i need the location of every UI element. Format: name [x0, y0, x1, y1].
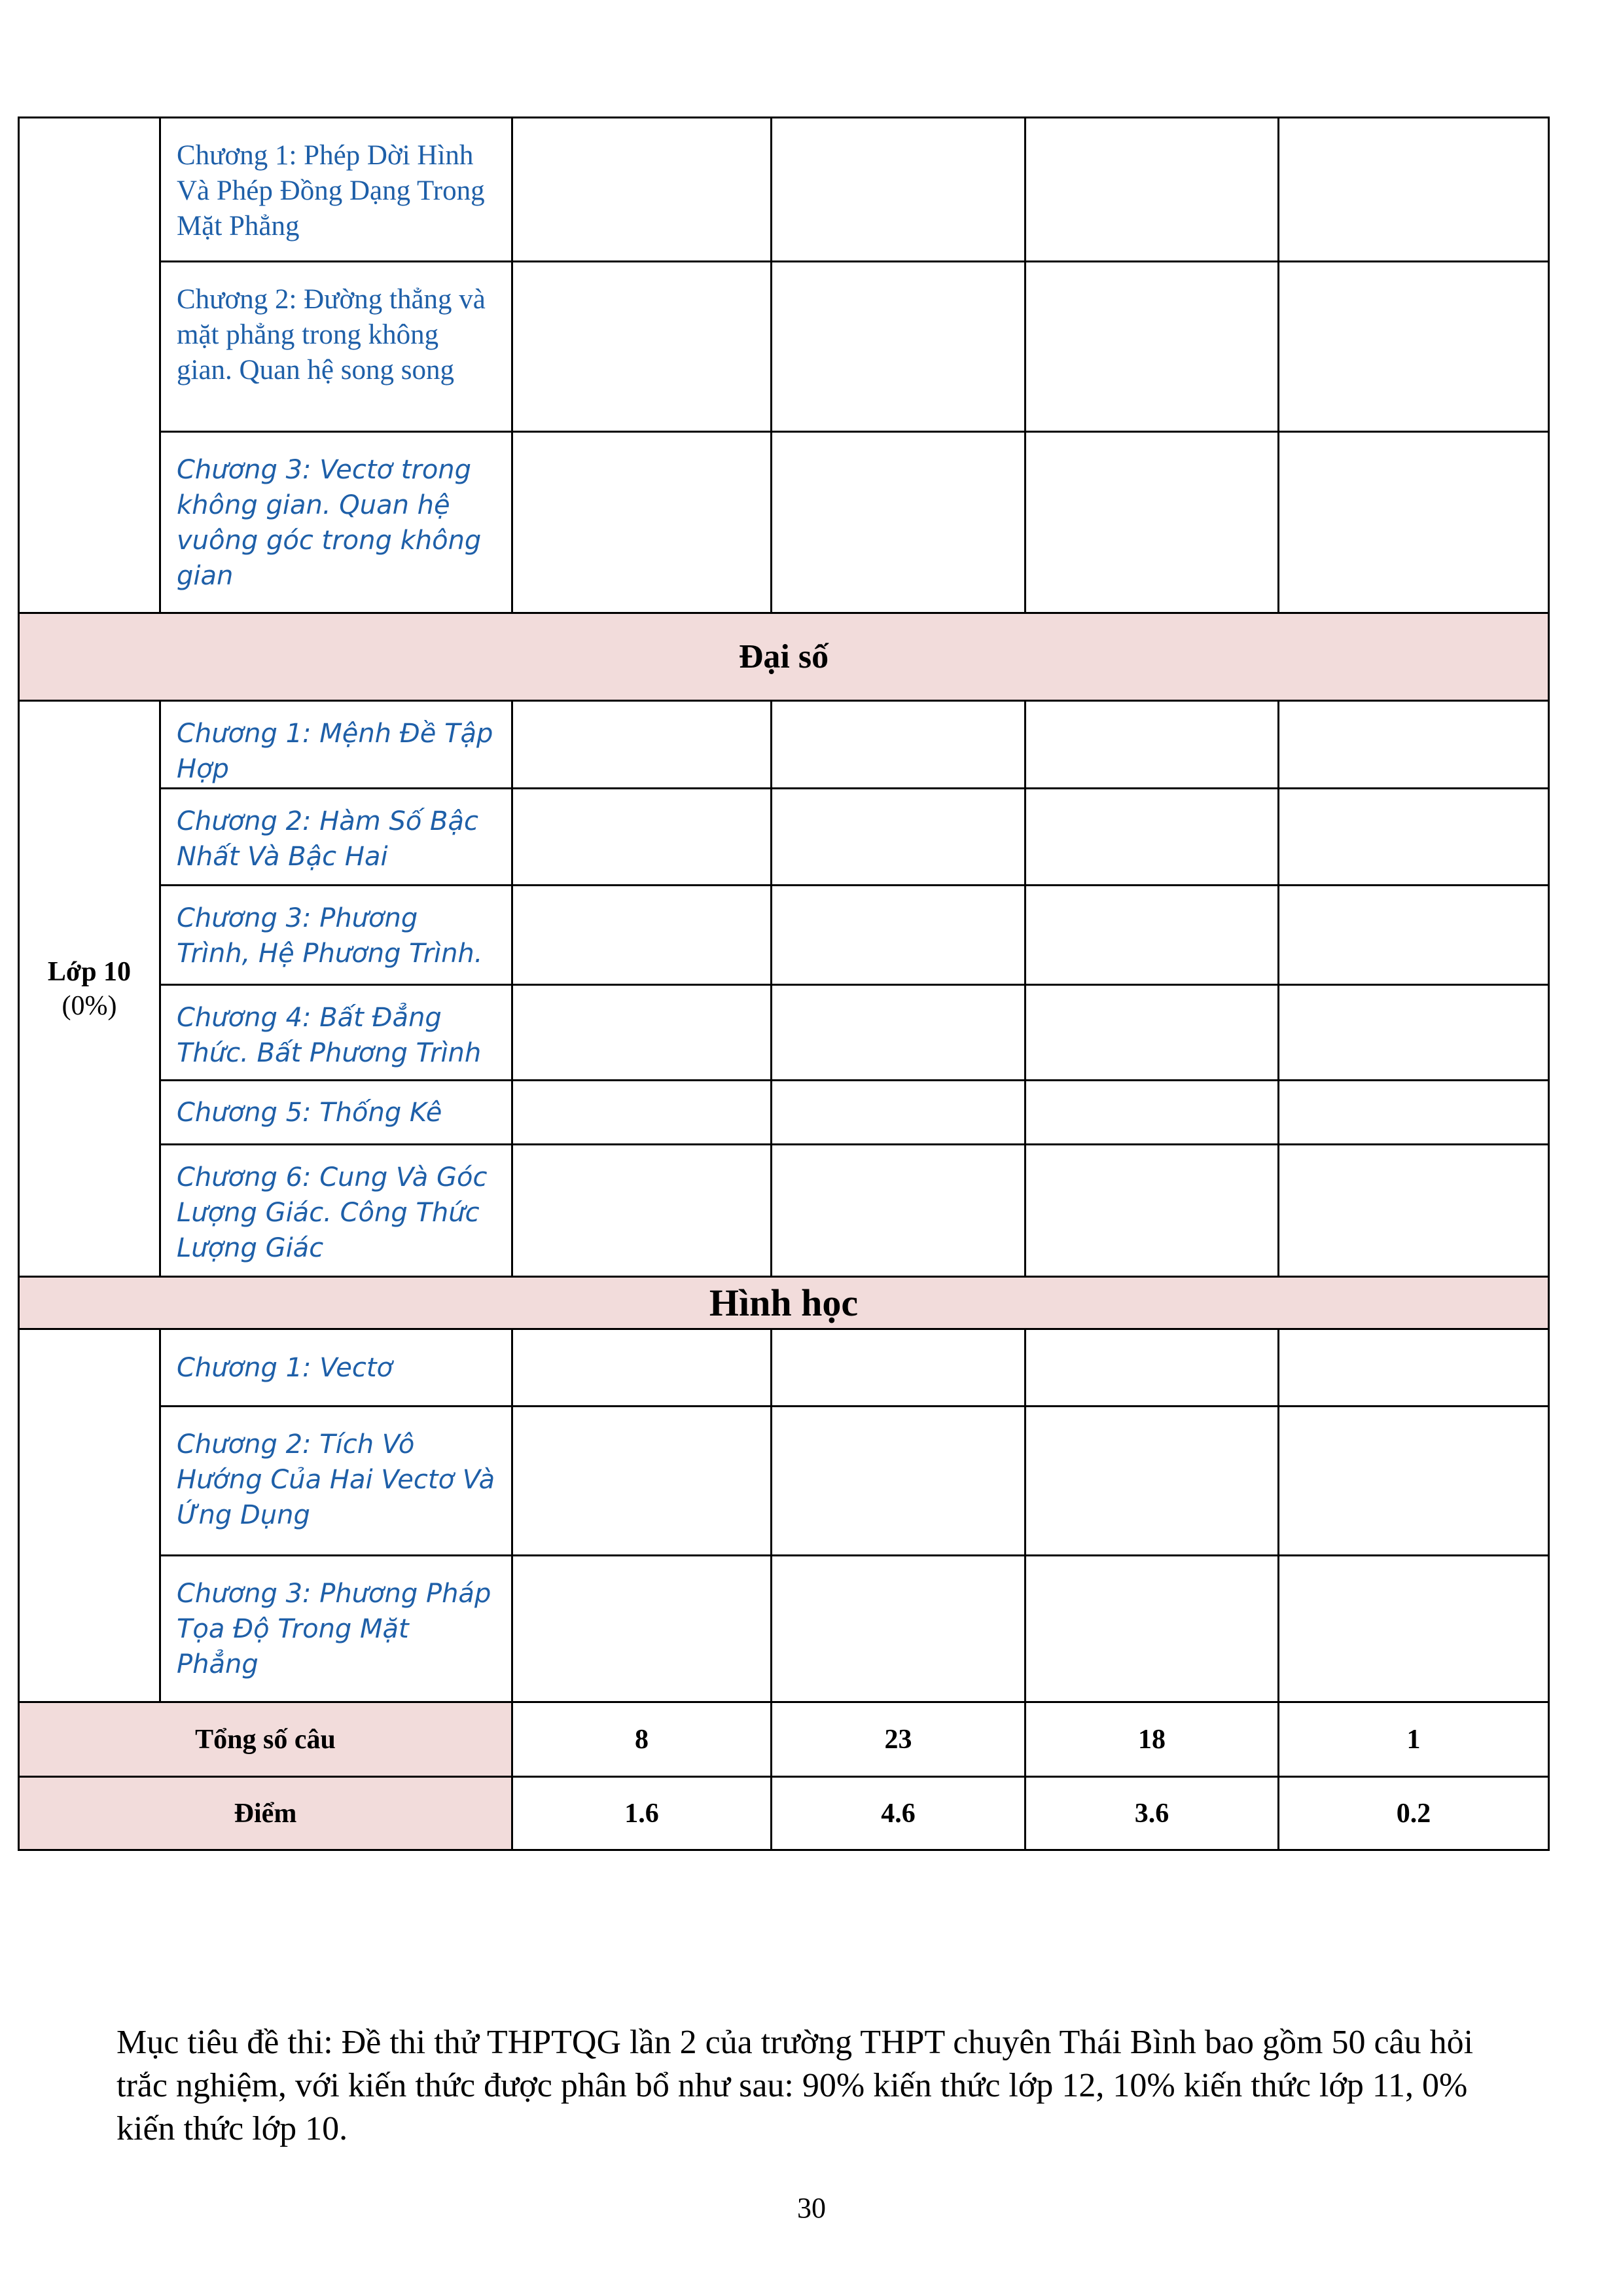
score-value: 0.2: [1279, 1777, 1549, 1850]
count-cell: [1026, 789, 1279, 886]
table-row: [19, 1081, 1549, 1145]
chapter-cell: Chương 5: Thống Kê: [160, 1081, 512, 1145]
count-cell: [1279, 789, 1549, 886]
count-cell: [1026, 432, 1279, 613]
count-cell: [512, 432, 772, 613]
count-cell: [772, 1329, 1026, 1407]
count-cell: [512, 1145, 772, 1277]
chapter-cell: Chương 3: Phương Pháp Tọa Độ Trong Mặt Phẳng: [160, 1556, 512, 1702]
count-cell: [1279, 1556, 1549, 1702]
count-cell: [1279, 1407, 1549, 1556]
table-row: [19, 432, 1549, 613]
table-row: [19, 1145, 1549, 1277]
count-cell: [1279, 1329, 1549, 1407]
count-cell: [1026, 1145, 1279, 1277]
table-row: [19, 886, 1549, 985]
count-cell: [772, 262, 1026, 432]
grade-percent: (0%): [62, 990, 117, 1021]
section-row: [19, 613, 1549, 701]
count-cell: [512, 262, 772, 432]
chapter-cell: Chương 1: Vectơ: [160, 1329, 512, 1407]
grade-label: Lớp 10: [47, 956, 132, 987]
count-cell: [512, 1556, 772, 1702]
score-value: 3.6: [1026, 1777, 1279, 1850]
count-cell: [1279, 1081, 1549, 1145]
exam-matrix-table: [18, 117, 1550, 1851]
table-row: [19, 1556, 1549, 1702]
table-row: [19, 1329, 1549, 1407]
count-cell: [512, 1329, 772, 1407]
count-cell: [772, 886, 1026, 985]
count-cell: [1026, 1556, 1279, 1702]
totals-value: 8: [512, 1702, 772, 1777]
count-cell: [512, 1407, 772, 1556]
count-cell: [1026, 886, 1279, 985]
totals-value: 1: [1279, 1702, 1549, 1777]
count-cell: [772, 1556, 1026, 1702]
count-cell: [772, 1407, 1026, 1556]
count-cell: [512, 118, 772, 262]
scores-row: [19, 1777, 1549, 1850]
exam-objective-paragraph: Mục tiêu đề thi: Đề thi thử THPTQG lần 2 của trường THPT chuyên Thái Bình bao gồm 50 câu hỏi trắc nghiệm, với kiến thức được phân bổ như sau: 90% kiến thức lớp 12, 10% kiến thức lớp 11, 0% kiến thức lớp 10.: [116, 2024, 1474, 2147]
chapter-cell: Chương 2: Tích Vô Hướng Của Hai Vectơ Và Ứng Dụng: [160, 1407, 512, 1556]
totals-row: [19, 1702, 1549, 1777]
chapter-cell: Chương 6: Cung Và Góc Lượng Giác. Công Thức Lượng Giác: [160, 1145, 512, 1277]
grade-cell-empty: [19, 118, 160, 613]
count-cell: [1279, 118, 1549, 262]
table-row: [19, 262, 1549, 432]
chapter-cell: Chương 1: Mệnh Đề Tập Hợp: [160, 701, 512, 789]
totals-label: Tổng số câu: [19, 1702, 512, 1777]
count-cell: [512, 985, 772, 1081]
count-cell: [1026, 118, 1279, 262]
count-cell: [772, 1081, 1026, 1145]
count-cell: [512, 886, 772, 985]
totals-value: 23: [772, 1702, 1026, 1777]
scores-label: Điểm: [19, 1777, 512, 1850]
count-cell: [1026, 262, 1279, 432]
score-value: 1.6: [512, 1777, 772, 1850]
table-row: [19, 701, 1549, 789]
count-cell: [1026, 1407, 1279, 1556]
table-row: [19, 985, 1549, 1081]
count-cell: [772, 432, 1026, 613]
count-cell: [512, 701, 772, 789]
table-row: [19, 1407, 1549, 1556]
count-cell: [1026, 701, 1279, 789]
chapter-cell: Chương 3: Vectơ trong không gian. Quan hệ vuông góc trong không gian: [160, 432, 512, 613]
count-cell: [512, 789, 772, 886]
count-cell: [1026, 1329, 1279, 1407]
table-row: [19, 789, 1549, 886]
section-row: [19, 1277, 1549, 1329]
count-cell: [1026, 1081, 1279, 1145]
count-cell: [772, 985, 1026, 1081]
count-cell: [512, 1081, 772, 1145]
chapter-cell: Chương 3: Phương Trình, Hệ Phương Trình.: [160, 886, 512, 985]
count-cell: [1279, 886, 1549, 985]
chapter-cell: Chương 1: Phép Dời Hình Và Phép Đồng Dạng Trong Mặt Phẳng: [160, 118, 512, 262]
count-cell: [1279, 262, 1549, 432]
count-cell: [1279, 1145, 1549, 1277]
totals-value: 18: [1026, 1702, 1279, 1777]
count-cell: [1026, 985, 1279, 1081]
count-cell: [772, 118, 1026, 262]
page-number: 30: [797, 2192, 826, 2224]
count-cell: [772, 789, 1026, 886]
count-cell: [772, 701, 1026, 789]
grade-cell-empty: [19, 1329, 160, 1702]
count-cell: [1279, 701, 1549, 789]
chapter-cell: Chương 2: Hàm Số Bậc Nhất Và Bậc Hai: [160, 789, 512, 886]
table-row: [19, 118, 1549, 262]
grade-cell: [19, 701, 160, 1277]
count-cell: [772, 1145, 1026, 1277]
score-value: 4.6: [772, 1777, 1026, 1850]
chapter-cell: Chương 4: Bất Đẳng Thức. Bất Phương Trình: [160, 985, 512, 1081]
count-cell: [1279, 432, 1549, 613]
chapter-cell: Chương 2: Đường thẳng và mặt phẳng trong không gian. Quan hệ song song: [160, 262, 512, 432]
count-cell: [1279, 985, 1549, 1081]
section-heading-algebra: Đại số: [19, 613, 1549, 701]
section-heading-geometry: Hình học: [19, 1277, 1549, 1329]
